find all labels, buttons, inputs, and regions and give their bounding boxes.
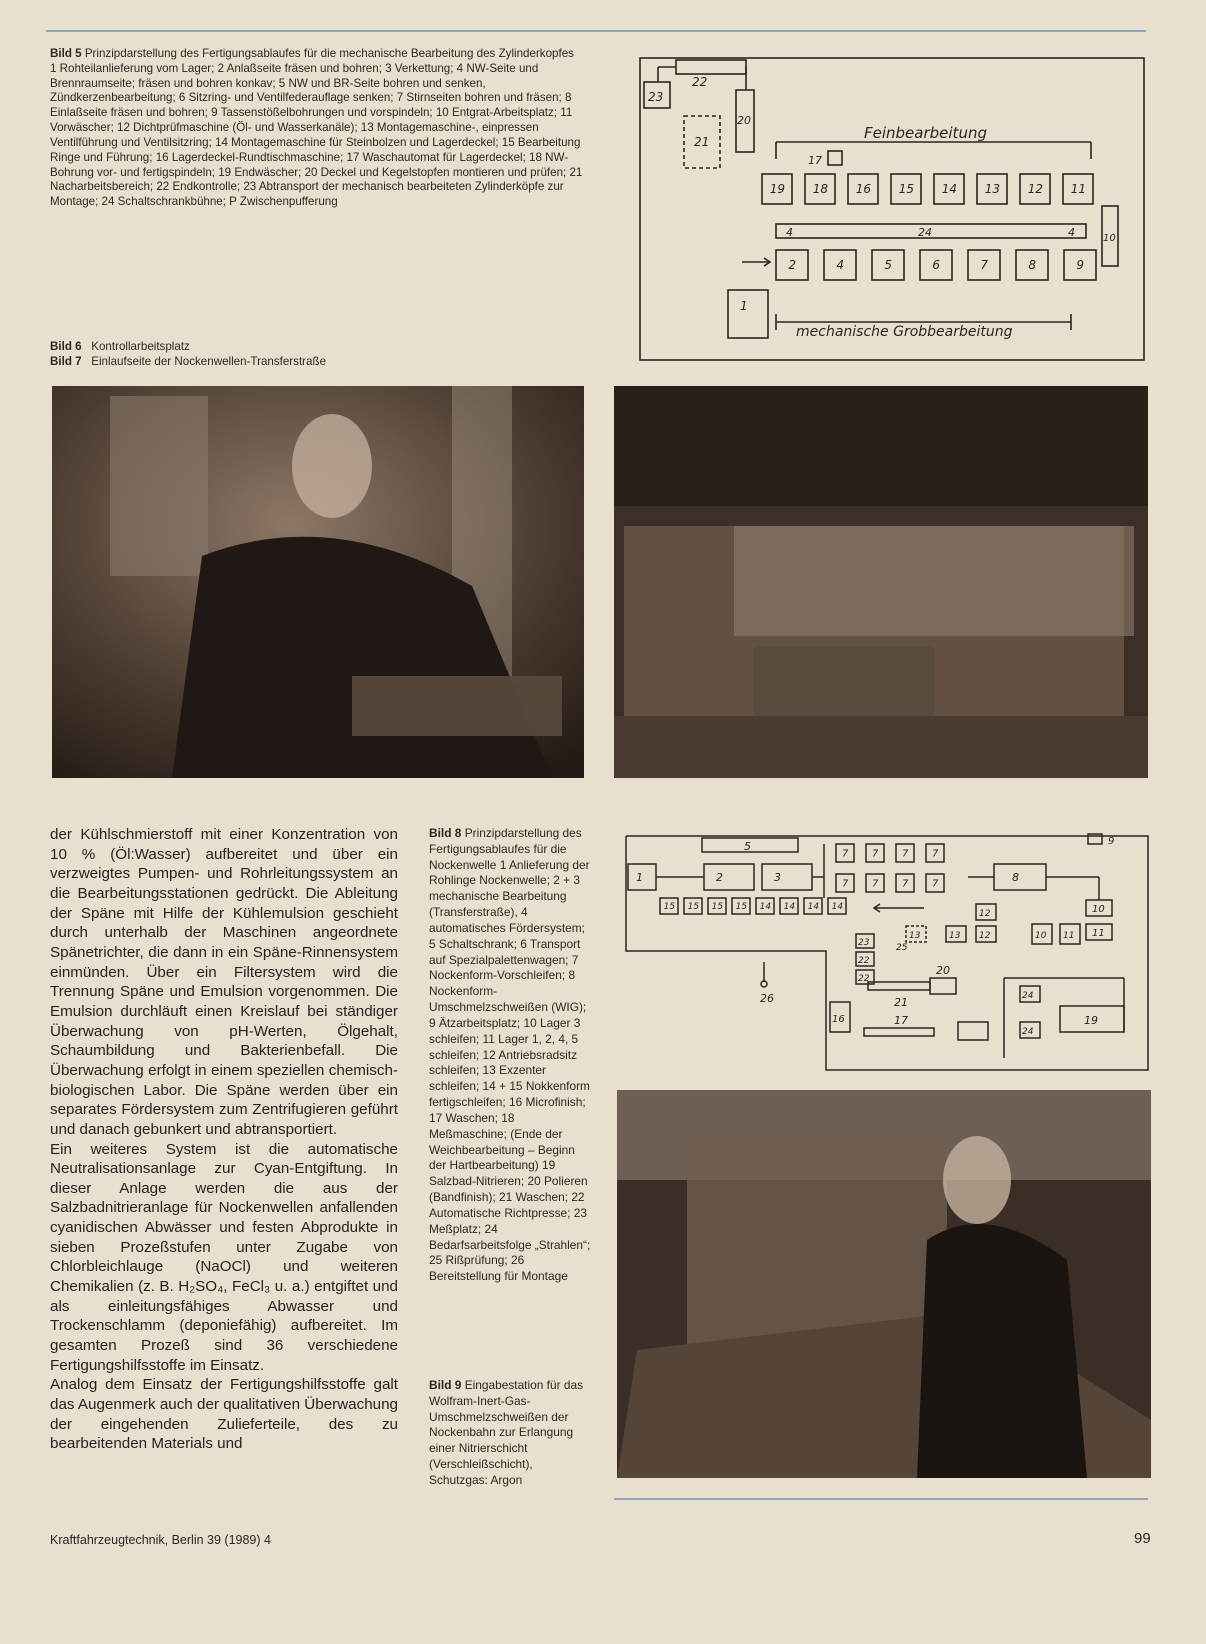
svg-text:10: 10 (1035, 931, 1047, 941)
svg-text:7: 7 (980, 258, 989, 273)
svg-text:7: 7 (872, 848, 879, 860)
svg-text:12: 12 (1027, 182, 1044, 197)
svg-text:4: 4 (786, 226, 793, 239)
svg-text:14: 14 (783, 902, 796, 913)
svg-text:24: 24 (1022, 1027, 1034, 1037)
bild5-title: Prinzipdarstellung des Fertigungsablaufes für die mechanische Bearbeitung des Zylinderkopfes (84, 47, 574, 60)
body-paragraph-1: der Kühlschmierstoff mit einer Konzentration von 10 % (Öl:Wasser) aufbereitet und über ein verzweigtes Pumpen- und Rohrleitungssystem an die Bearbeitungsstationen gedrückt. Die Ableitung der Späne mit Hilfe der Kühlemulsion geschieht durch unterhalb der Maschinen angeordnete Spänetrichter, die dann in ein Späne-Rinnensystem einmünden. Über ein Filtersystem wird die Trennung Späne und Emulsion vorgenommen. Die Emulsion durchläuft einen Kreislauf bei ständiger Überwachung von pH-Werten, Ölgehalt, Schaumbildung und Bakterienbefall. Die Überwachung erfolgt in einem speziellen chemisch-biologischen Labor. Die Späne werden über ein separates Fördersystem zum Zentrifugieren geführt und danach gebunkert und abtransportiert. (50, 826, 398, 1138)
bild6-7-caption (50, 340, 570, 370)
body-text-column (50, 825, 398, 1454)
bild7-label: Bild 7 (50, 354, 82, 368)
svg-text:7: 7 (902, 878, 909, 890)
svg-text:2: 2 (716, 871, 723, 884)
photo-bild6-kontrollarbeitsplatz (52, 386, 584, 778)
diagram1-fein-label: Feinbearbeitung (864, 124, 987, 142)
svg-text:21: 21 (694, 135, 710, 149)
svg-text:22: 22 (692, 75, 708, 89)
bild9-label: Bild 9 (429, 1378, 462, 1392)
bild9-caption (429, 1378, 591, 1489)
svg-text:10: 10 (1103, 233, 1116, 244)
svg-text:3: 3 (774, 871, 781, 884)
diagram-zylinderkopf (636, 54, 1151, 366)
svg-text:9: 9 (1108, 836, 1115, 847)
svg-text:8: 8 (1012, 871, 1019, 884)
svg-text:1: 1 (740, 299, 748, 313)
bild6-label: Bild 6 (50, 340, 82, 353)
svg-text:23: 23 (648, 90, 664, 104)
svg-text:19: 19 (1084, 1014, 1098, 1027)
svg-text:12: 12 (979, 931, 991, 941)
svg-text:15: 15 (898, 182, 915, 197)
bild5-label: Bild 5 (50, 47, 82, 60)
svg-text:7: 7 (842, 848, 849, 860)
bottom-rule (614, 1498, 1148, 1500)
svg-text:14: 14 (759, 902, 772, 913)
bild8-label: Bild 8 (429, 826, 462, 840)
bild5-legend: 1 Rohteilanlieferung vom Lager; 2 Anlaßseite fräsen und bohren; 3 Verkettung; 4 NW-Seite und Brennraumseite; fräsen und bohren konkav; 5 NW und BR-Seite bohren und senken, Zündkerzenbearbeitung; 6 Sitzring- und Ventilfederauflage senken; 7 Stirnseiten bohren und fräsen; 8 Einlaßseite fräsen und bohren; 9 Tassenstößelbohrungen und vorspindeln; 10 Entgrat-Arbeitsplatz; 11 Vorwäscher; 12 Dichtprüfmaschine (Öl- und Wasserkanäle); 13 Montagemaschine-, einpressen Ventilführung und Ventilsitzring; 14 Montagemaschine für Steinbolzen und Lagerdeckel; 15 Bearbeitung Ringe und Führung; 16 Lagerdeckel-Rundtischmaschine; 17 Waschautomat für Lagerdeckel; 18 NW-Bohrung vor- und fertigspindeln; 19 Endwäscher; 20 Deckel und Kegelstopfen montieren und prüfen; 21 Nacharbeitsbereich; 22 Endkontrolle; 23 Abtransport der mechanisch bearbeiteten Zylinderköpfe zur Montage; 24 Schaltschrankbühne; P Zwischenpufferung (50, 61, 583, 209)
svg-text:22: 22 (858, 974, 870, 984)
bild5-caption (50, 47, 585, 210)
svg-text:2: 2 (788, 258, 797, 273)
svg-text:23: 23 (858, 938, 870, 948)
bild8-caption (429, 826, 591, 1285)
svg-text:6: 6 (932, 258, 941, 273)
svg-text:4: 4 (1068, 226, 1075, 239)
svg-text:7: 7 (902, 848, 909, 860)
svg-text:5: 5 (744, 840, 751, 853)
svg-text:1: 1 (636, 871, 643, 884)
svg-text:15: 15 (735, 902, 748, 913)
footer-journal: Kraftfahrzeugtechnik, Berlin 39 (1989) 4 (50, 1533, 271, 1547)
svg-text:26: 26 (760, 992, 774, 1005)
body-paragraph-3: Analog dem Einsatz der Fertigungshilfsstoffe galt das Augenmerk auch der qualitativen Überwachung der eingehenden Zulieferteile, des zu bearbeitenden Materials und (50, 1376, 398, 1453)
svg-text:16: 16 (855, 182, 872, 197)
svg-text:15: 15 (663, 902, 676, 913)
svg-text:13: 13 (984, 182, 1001, 197)
svg-text:15: 15 (687, 902, 700, 913)
bild9-text: Eingabestation für das Wolfram-Inert-Gas-Umschmelzschweißen der Nockenbahn zur Erlangung einer Nitrierschicht (Verschleißschicht), Schutzgas: Argon (429, 1378, 584, 1487)
svg-text:22: 22 (858, 956, 870, 966)
svg-text:8: 8 (1028, 258, 1037, 273)
svg-text:11: 11 (1092, 928, 1105, 939)
svg-text:14: 14 (807, 902, 820, 913)
svg-text:17: 17 (808, 154, 822, 167)
bild7-text: Einlaufseite der Nockenwellen-Transferstraße (91, 354, 327, 368)
svg-text:20: 20 (936, 964, 950, 977)
svg-text:16: 16 (832, 1014, 845, 1025)
svg-text:21: 21 (894, 996, 908, 1009)
svg-text:10: 10 (1092, 904, 1105, 915)
svg-text:15: 15 (711, 902, 724, 913)
top-rule (46, 30, 1146, 32)
svg-text:17: 17 (894, 1014, 908, 1027)
svg-text:7: 7 (842, 878, 849, 890)
svg-text:13: 13 (909, 931, 921, 941)
page-number: 99 (1134, 1530, 1151, 1547)
svg-text:9: 9 (1076, 258, 1085, 273)
svg-text:7: 7 (872, 878, 879, 890)
svg-text:20: 20 (737, 114, 751, 127)
svg-text:24: 24 (1022, 991, 1034, 1001)
svg-text:25: 25 (896, 943, 908, 953)
diagram-nockenwelle (624, 826, 1154, 1074)
bild8-text: Prinzipdarstellung des Fertigungsablaufes für die Nockenwelle 1 Anlieferung der Rohlinge Nockenwelle; 2 + 3 mechanische Bearbeitung (Transferstraße), 4 automatisches Fördersystem; 5 Schaltschrank; 6 Transport auf Spezialpalettenwagen; 7 Nockenform-Vorschleifen; 8 Nockenform-Umschmelzschweißen (WIG); 9 Ätzarbeitsplatz; 10 Lager 3 schleifen; 11 Lager 1, 2, 4, 5 schleifen; 12 Antriebsradsitz schleifen; 13 Exzenter schleifen; 14 + 15 Nokkenform fertigschleifen; 16 Microfinish; 17 Waschen; 18 Meßmaschine; (Ende der Weichbearbeitung – Beginn der Hartbearbeitung) 19 Salzbad-Nitrieren; 20 Polieren (Bandfinish); 21 Waschen; 22 Automatische Richtpresse; 23 Meßplatz; 24 Bedarfsarbeitsfolge „Strahlen“; 25 Rißprüfung; 26 Bereitstellung für Montage (429, 826, 591, 1284)
svg-text:19: 19 (769, 182, 786, 197)
svg-text:14: 14 (941, 182, 958, 197)
body-paragraph-2: Ein weiteres System ist die automatische Neutralisationsanlage zur Cyan-Entgiftung. In dieser Anlage werden die aus der Salzbadnitrieranlage für Nockenwellen anfallenden cyanidischen Abwässer und festen Abprodukte in sieben Prozeßstufen unter Zugabe von Chlorbleichlauge (NaOCl) und weiteren Chemikalien (z. B. H₂SO₄, FeCl₃ u. a.) entgiftet und als einleitungsfähiges Abwasser und Trockenschlamm (deponiefähig) aufbereitet. Im gesamten Prozeß sind 36 verschiedene Fertigungshilfsstoffe im Einsatz. (50, 1140, 398, 1374)
photo-bild9-eingabestation (617, 1090, 1151, 1478)
svg-text:7: 7 (932, 848, 939, 860)
bild6-text: Kontrollarbeitsplatz (91, 340, 190, 353)
svg-text:14: 14 (831, 902, 844, 913)
svg-text:4: 4 (836, 258, 845, 273)
svg-text:11: 11 (1063, 931, 1075, 941)
svg-text:11: 11 (1070, 182, 1087, 197)
svg-text:7: 7 (932, 878, 939, 890)
svg-text:13: 13 (949, 931, 961, 941)
photo-bild7-transferstrasse (614, 386, 1148, 778)
svg-text:12: 12 (979, 909, 991, 919)
svg-text:5: 5 (884, 258, 893, 273)
diagram1-grob-label: mechanische Grobbearbeitung (796, 324, 1013, 340)
svg-text:18: 18 (812, 182, 829, 197)
svg-text:24: 24 (918, 226, 932, 239)
